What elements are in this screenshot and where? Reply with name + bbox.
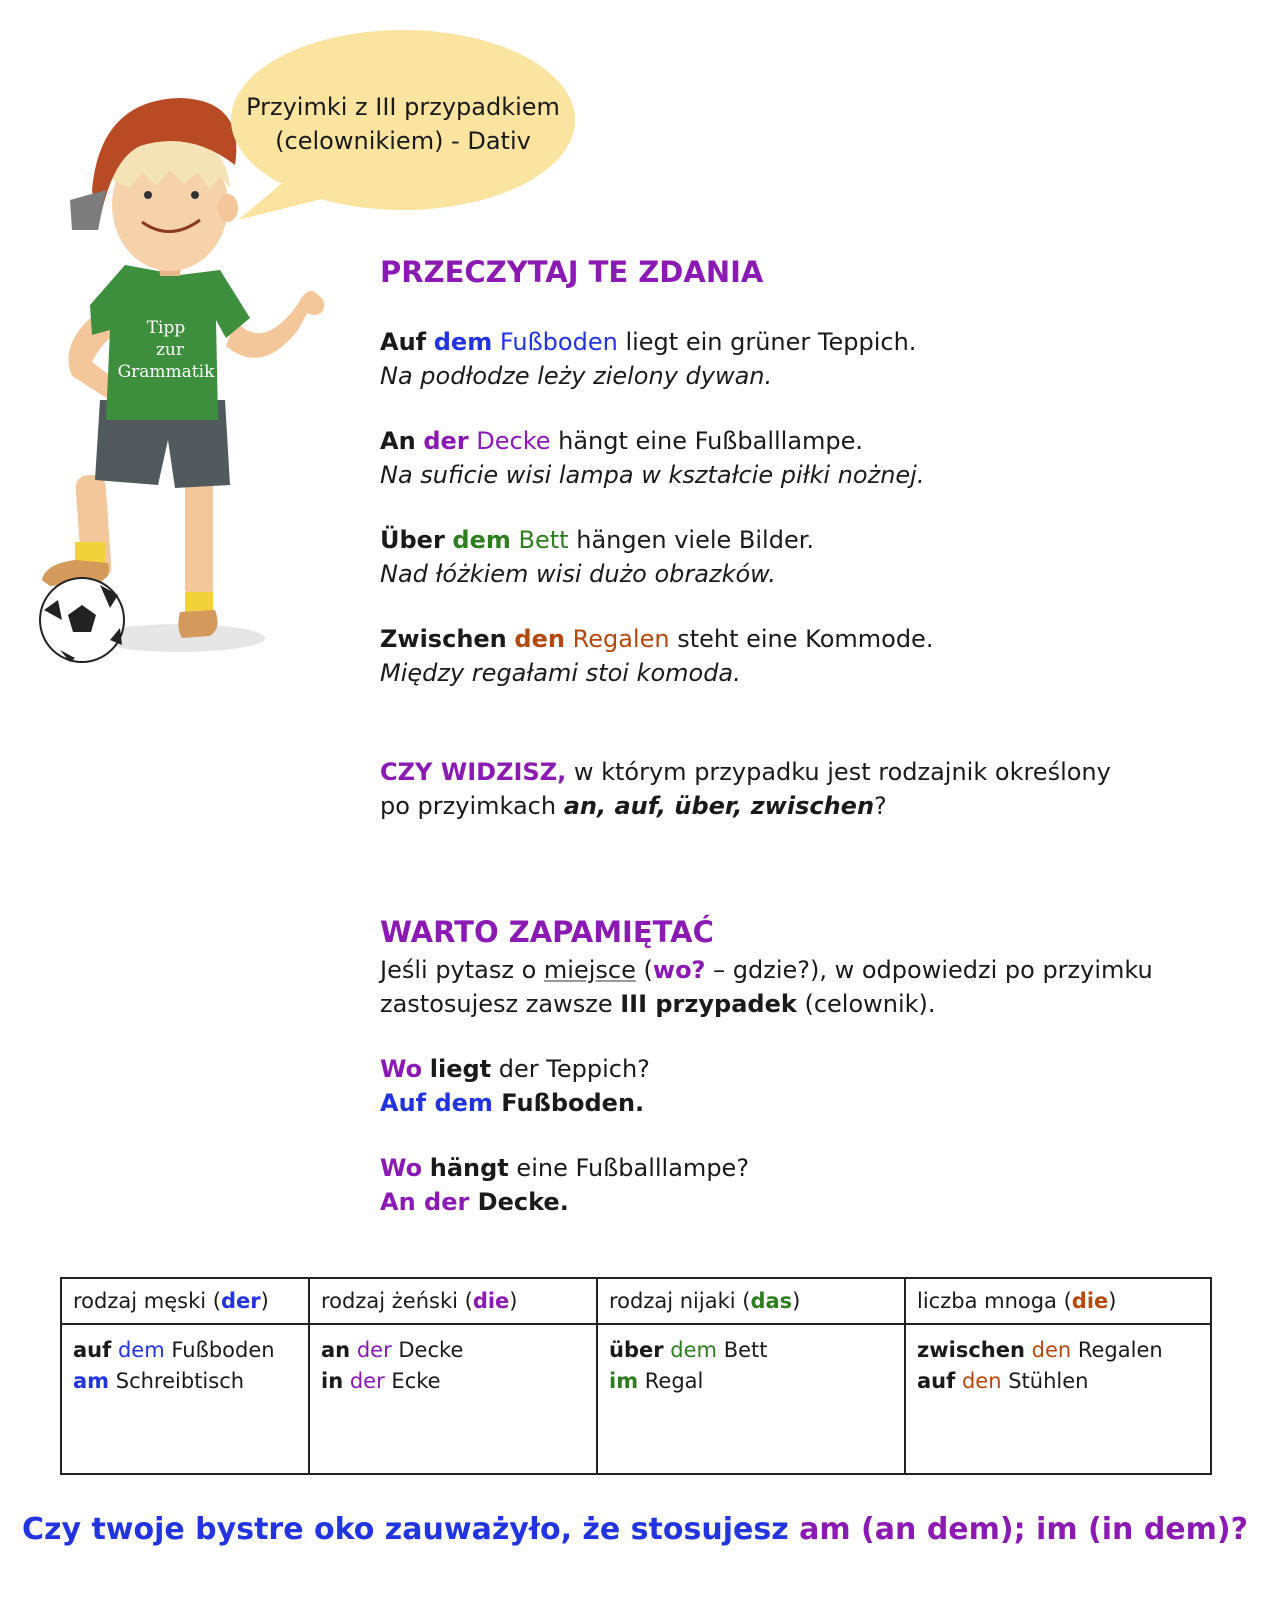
header-label: rodzaj męski ( — [73, 1288, 221, 1313]
polish-translation: Między regałami stoi komoda. — [380, 659, 741, 687]
rule-paragraph — [380, 953, 1153, 1021]
example-answer — [380, 1185, 749, 1219]
cell-article: den — [1031, 1338, 1072, 1362]
sentence-list — [380, 325, 933, 721]
header-feminine — [309, 1278, 597, 1324]
article: dem — [433, 328, 493, 356]
cell-neuter — [597, 1324, 905, 1474]
polish-translation: Na podłodze leży zielony dywan. — [380, 362, 773, 390]
cell-noun: Ecke — [391, 1369, 441, 1393]
sentence-block — [380, 325, 933, 424]
cell-line — [917, 1335, 1199, 1366]
sentence-rest: liegt ein grüner Teppich. — [625, 328, 917, 356]
cell-line — [917, 1366, 1199, 1397]
question-mark: ? — [874, 792, 887, 820]
rule-wo: wo? — [652, 956, 706, 984]
cell-prep: zwischen — [917, 1338, 1025, 1362]
header-close: ) — [792, 1288, 801, 1313]
german-sentence — [380, 424, 933, 458]
header-article: das — [750, 1288, 793, 1313]
cell-article: den — [961, 1369, 1002, 1393]
german-sentence — [380, 325, 933, 359]
footer-question — [0, 1512, 1270, 1547]
example-rest: eine Fußballlampe? — [516, 1154, 750, 1182]
question-block — [380, 755, 1111, 823]
header-close: ) — [260, 1288, 269, 1313]
header-neuter — [597, 1278, 905, 1324]
example-answer-prep: Auf dem — [380, 1089, 493, 1117]
example-rest: der Teppich? — [498, 1055, 650, 1083]
cell-prep: auf — [73, 1338, 112, 1362]
article: der — [423, 427, 469, 455]
cell-noun: Regalen — [1077, 1338, 1163, 1362]
articles-table — [60, 1277, 1212, 1475]
header-article: die — [472, 1288, 510, 1313]
cell-prep: am — [73, 1369, 110, 1393]
question-prepositions: an, auf, über, zwischen — [563, 792, 875, 820]
header-article: die — [1071, 1288, 1109, 1313]
cell-line — [321, 1335, 585, 1366]
rule-keyword: miejsce — [543, 956, 636, 984]
shirt-text-3: Grammatik — [117, 362, 215, 382]
sentence-rest: hängen viele Bilder. — [576, 526, 814, 554]
cell-article: der — [356, 1338, 392, 1362]
example-verb: liegt — [429, 1055, 492, 1083]
section-title-read: PRZECZYTAJ TE ZDANIA — [380, 255, 764, 289]
cell-prep: an — [321, 1338, 351, 1362]
cell-prep: über — [609, 1338, 664, 1362]
rule-text: Jeśli pytasz o — [380, 956, 537, 984]
header-plural — [905, 1278, 1211, 1324]
rule-text-2: zastosujesz zawsze — [380, 990, 613, 1018]
cell-noun: Decke — [398, 1338, 464, 1362]
header-masculine — [61, 1278, 309, 1324]
cell-line — [73, 1366, 297, 1397]
example-wo: Wo — [380, 1055, 423, 1083]
preposition: An — [380, 427, 416, 455]
speech-bubble-text — [228, 90, 578, 158]
question-text: w którym przypadku jest rodzajnik określony — [573, 758, 1111, 786]
example-answer — [380, 1086, 650, 1120]
example-question — [380, 1052, 650, 1086]
example-question — [380, 1151, 749, 1185]
cell-noun: Bett — [723, 1338, 768, 1362]
shirt-text-2: zur — [155, 340, 185, 360]
cell-noun: Stühlen — [1008, 1369, 1089, 1393]
preposition: Auf — [380, 328, 427, 356]
cell-prep: auf — [917, 1369, 956, 1393]
cell-line — [609, 1335, 893, 1366]
cell-noun: Regal — [644, 1369, 704, 1393]
article: den — [514, 625, 565, 653]
cell-noun: Schreibtisch — [115, 1369, 245, 1393]
rule-paren: ( — [643, 956, 653, 984]
cell-masculine — [61, 1324, 309, 1474]
cell-prep: im — [609, 1369, 639, 1393]
example-answer-noun: Fußboden. — [501, 1089, 645, 1117]
footer-text: Czy twoje bystre oko zauważyło, że stosujesz — [21, 1512, 789, 1547]
cell-article: dem — [117, 1338, 165, 1362]
polish-translation: Nad łóżkiem wisi dużo obrazków. — [380, 560, 776, 588]
noun: Regalen — [572, 625, 670, 653]
example-wo: Wo — [380, 1154, 423, 1182]
header-close: ) — [1108, 1288, 1117, 1313]
header-label: rodzaj żeński ( — [321, 1288, 473, 1313]
question-lead: CZY WIDZISZ, — [380, 758, 567, 786]
question-line-2 — [380, 789, 1111, 823]
header-label: rodzaj nijaki ( — [609, 1288, 751, 1313]
german-sentence — [380, 523, 933, 557]
sentence-block — [380, 424, 933, 523]
cell-line — [73, 1335, 297, 1366]
rule-case: III przypadek — [620, 990, 797, 1018]
question-line-1 — [380, 755, 1111, 789]
example-answer-prep: An der — [380, 1188, 470, 1216]
sentence-rest: hängt eine Fußballlampe. — [558, 427, 864, 455]
sentence-block — [380, 523, 933, 622]
example-answer-noun: Decke. — [477, 1188, 569, 1216]
bubble-line-1: Przyimki z III przypadkiem — [246, 93, 560, 121]
example-qa-1 — [380, 1052, 650, 1120]
cell-line — [321, 1366, 585, 1397]
header-label: liczba mnoga ( — [917, 1288, 1072, 1313]
cell-prep: in — [321, 1369, 344, 1393]
cell-plural — [905, 1324, 1211, 1474]
cell-feminine — [309, 1324, 597, 1474]
sentence-block — [380, 622, 933, 721]
preposition: Zwischen — [380, 625, 507, 653]
rule-line-1 — [380, 953, 1153, 987]
bubble-line-2: (celownikiem) - Dativ — [275, 127, 531, 155]
question-text-2: po przyimkach — [380, 792, 557, 820]
cell-line — [609, 1366, 893, 1397]
rule-line-2 — [380, 987, 1153, 1021]
header-article: der — [220, 1288, 261, 1313]
rule-text-rest: – gdzie?), w odpowiedzi po przyimku — [713, 956, 1153, 984]
preposition: Über — [380, 526, 445, 554]
example-qa-2 — [380, 1151, 749, 1219]
footer-highlight: am (an dem); im (in dem)? — [799, 1512, 1249, 1547]
header-close: ) — [509, 1288, 518, 1313]
example-verb: hängt — [429, 1154, 509, 1182]
noun: Fußboden — [499, 328, 618, 356]
article: dem — [452, 526, 511, 554]
rule-text-end: (celownik). — [804, 990, 936, 1018]
cell-noun: Fußboden — [171, 1338, 275, 1362]
table-header-row — [61, 1278, 1211, 1324]
shirt-text-1: Tipp — [146, 318, 186, 338]
polish-translation: Na suficie wisi lampa w kształcie piłki nożnej. — [380, 461, 925, 489]
cell-article: der — [349, 1369, 385, 1393]
cell-article: dem — [670, 1338, 717, 1362]
table-row — [61, 1324, 1211, 1474]
sentence-rest: steht eine Kommode. — [677, 625, 934, 653]
noun: Bett — [518, 526, 569, 554]
section-title-remember: WARTO ZAPAMIĘTAĆ — [380, 915, 714, 949]
noun: Decke — [476, 427, 551, 455]
german-sentence — [380, 622, 933, 656]
